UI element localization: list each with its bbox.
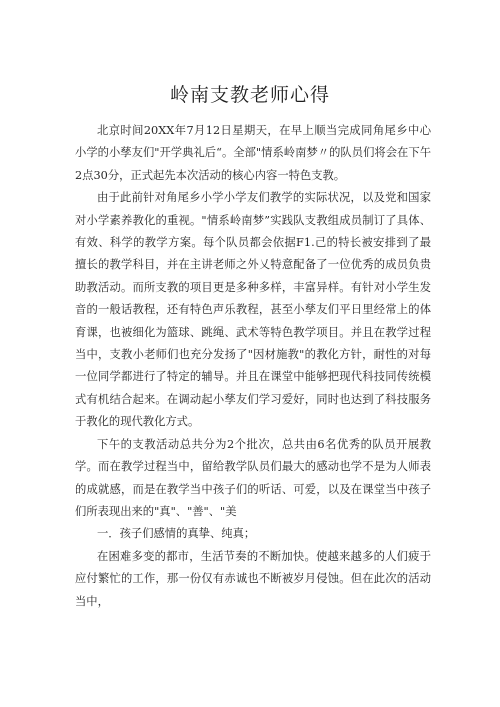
paragraph-3: 下午的支教活动总共分为2个批次，总共由6名优秀的队员开展教学。而在教学过程当中，留给教学队员们最大的感动也学不是为人师表的成就感，而是在教学当中孩子们的听话、可爱，以及在课堂当中孩子们所表现出来的"真"、"善"、"美 (75, 437, 431, 518)
paragraph-2: 由于此前针对角尾乡小学小学友们教学的实际状况，以及党和国家对小学素养教化的重视。"情系岭南梦”实践队支教组成员制订了具体、有效、科学的教学方案。每个队员都会依据F1.己的特长被安排到了最擅长的教学科目，并在主讲老师之外乂特意配备了一位优秀的成员负贵助教活动。而所支教的项目更是多种多样，丰富异样。有针对小学生发音的一般话教程，还有特色声乐教程，甚至小孳友们平日里经常上的体育课，也被细化为篮球、跳绳、武术等特色教学项目。并且在教学过程当中，支教小老师们也充分发扬了"因材施教"的教化方针，耐性的对每一位同学都进行了特定的辅导。并且在课堂中能够把现代科技同传统模式有机结合起来。在调动起小孳友们学习爱好，同时也达到了科技服务于教化的现代教化方式。 (75, 191, 431, 429)
section-heading: 一．孩子们感情的真挚、纯真； (97, 527, 256, 541)
document-title: 岭南支教老师心得 (169, 84, 330, 106)
document-body (75, 120, 431, 613)
paragraph-1: 北京时间20XX年7月12日星期天，在早上顺当完成同角尾乡中心小学的小孳友们"开学典礼后“。全部"情系岭南梦〃的队员们将会在下午2点30分，正式起先本次活动的核心内容一特色支教。 (75, 124, 431, 182)
paragraph-4: 在困难多变的都市，生活节奏的不断加快。使越来越多的人们疲于应付繁忙的工作，那一份仅有赤诚也不断被岁月侵蚀。但在此次的活动当中， (75, 549, 431, 608)
